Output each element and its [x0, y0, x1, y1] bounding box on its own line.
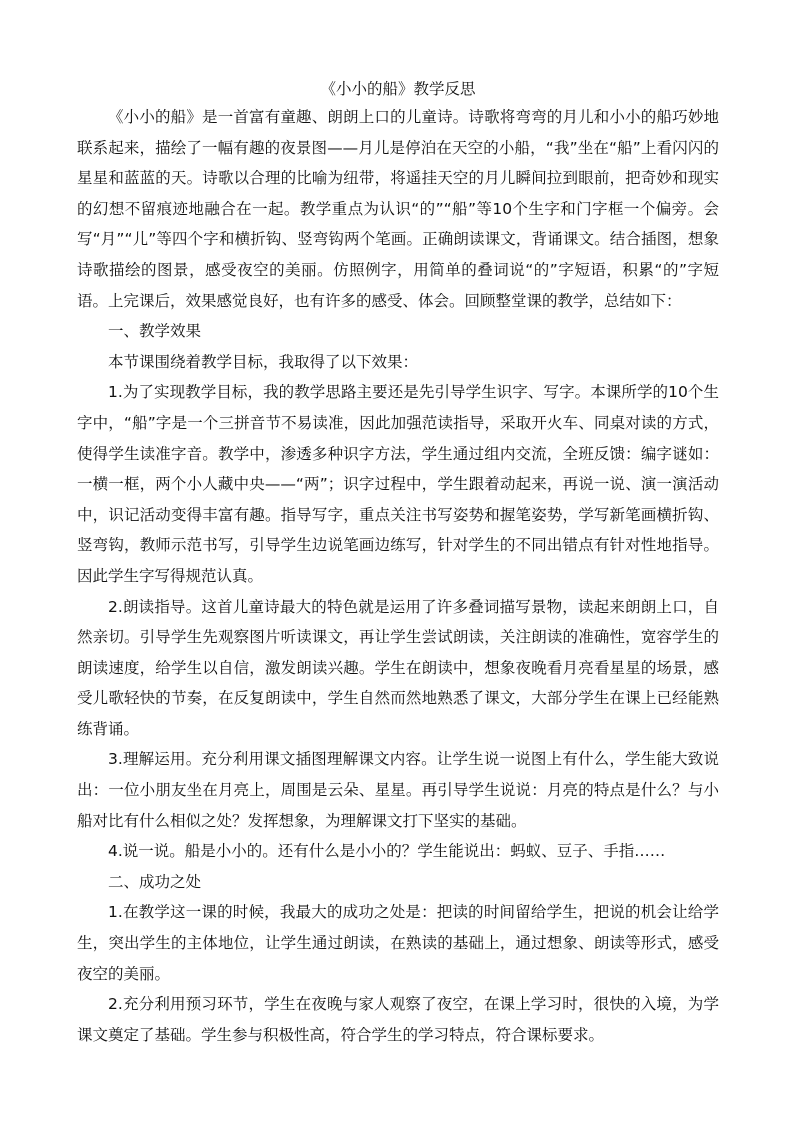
- effect-paragraph-4: 4.说一说。船是小小的。还有什么是小小的？学生能说出：蚂蚁、豆子、手指……: [108, 842, 666, 861]
- intro-paragraph: 《小小的船》是一首富有童趣、朗朗上口的儿童诗。诗歌将弯弯的月儿和小小的船巧妙地联系起来，描绘了一幅有趣的夜景图——月儿是停泊在天空的小船，“我”坐在“船”上看闪闪的星星和蓝蓝的天。诗歌以合理的比喻为纽带，将遥挂天空的月儿瞬间拉到眼前，把奇妙和现实的幻想不留痕迹地融合在一起。教学重点为认识“的”“船”等10个生字和门字框一个偏旁。会写“月”“儿”等四个字和横折钩、竖弯钩两个笔画。正确朗读课文，背诵课文。结合插图，想象诗歌描绘的图景，感受夜空的美丽。仿照例字，用简单的叠词说“的”字短语，积累“的”字短语。上完课后，效果感觉良好，也有许多的感受、体会。回顾整堂课的教学，总结如下：: [77, 108, 719, 310]
- document-body: [77, 77, 719, 1050]
- success-paragraph-2: 2.充分利用预习环节，学生在夜晚与家人观察了夜空，在课上学习时，很快的入境，为学课文奠定了基础。学生参与积极性高，符合学生的学习特点，符合课标要求。: [77, 995, 719, 1044]
- effect-paragraph-3: 3.理解运用。充分利用课文插图理解课文内容。让学生说一说图上有什么，学生能大致说出：一位小朋友坐在月亮上，周围是云朵、星星。再引导学生说说：月亮的特点是什么？与小船对比有什么相似之处？发挥想象，为理解课文打下坚实的基础。: [77, 750, 719, 830]
- section-heading-success: 二、成功之处: [108, 872, 202, 891]
- success-paragraph-1: 1.在教学这一课的时候，我最大的成功之处是：把读的时间留给学生，把说的机会让给学生，突出学生的主体地位，让学生通过朗读，在熟读的基础上，通过想象、朗读等形式，感受夜空的美丽。: [77, 903, 719, 983]
- section-heading-teaching-effect: 一、教学效果: [108, 322, 202, 341]
- effect-paragraph-1: 1.为了实现教学目标，我的教学思路主要还是先引导学生识字、写字。本课所学的10个生字中，“船”字是一个三拼音节不易读准，因此加强范读指导，采取开火车、同桌对读的方式，使得学生读准字音。教学中，渗透多种识字方法，学生通过组内交流，全班反馈：编字谜如：一横一框，两个小人藏中央——“两”；识字过程中，学生跟着动起来，再说一说、演一演活动中，识记活动变得丰富有趣。指导写字，重点关注书写姿势和握笔姿势，学写新笔画横折钩、竖弯钩，教师示范书写，引导学生边说笔画边练写，针对学生的不同出错点有针对性地指导。因此学生字写得规范认真。: [77, 383, 719, 585]
- document-title: 《小小的船》教学反思: [320, 80, 476, 98]
- section-lead-paragraph: 本节课围绕着教学目标，我取得了以下效果：: [108, 352, 419, 371]
- effect-paragraph-2: 2.朗读指导。这首儿童诗最大的特色就是运用了许多叠词描写景物，读起来朗朗上口，自然亲切。引导学生先观察图片听读课文，再让学生尝试朗读，关注朗读的准确性，宽容学生的朗读速度，给学生以自信，激发朗读兴趣。学生在朗读中，想象夜晚看月亮看星星的场景，感受儿歌轻快的节奏，在反复朗读中，学生自然而然地熟悉了课文，大部分学生在课上已经能熟练背诵。: [77, 597, 719, 738]
